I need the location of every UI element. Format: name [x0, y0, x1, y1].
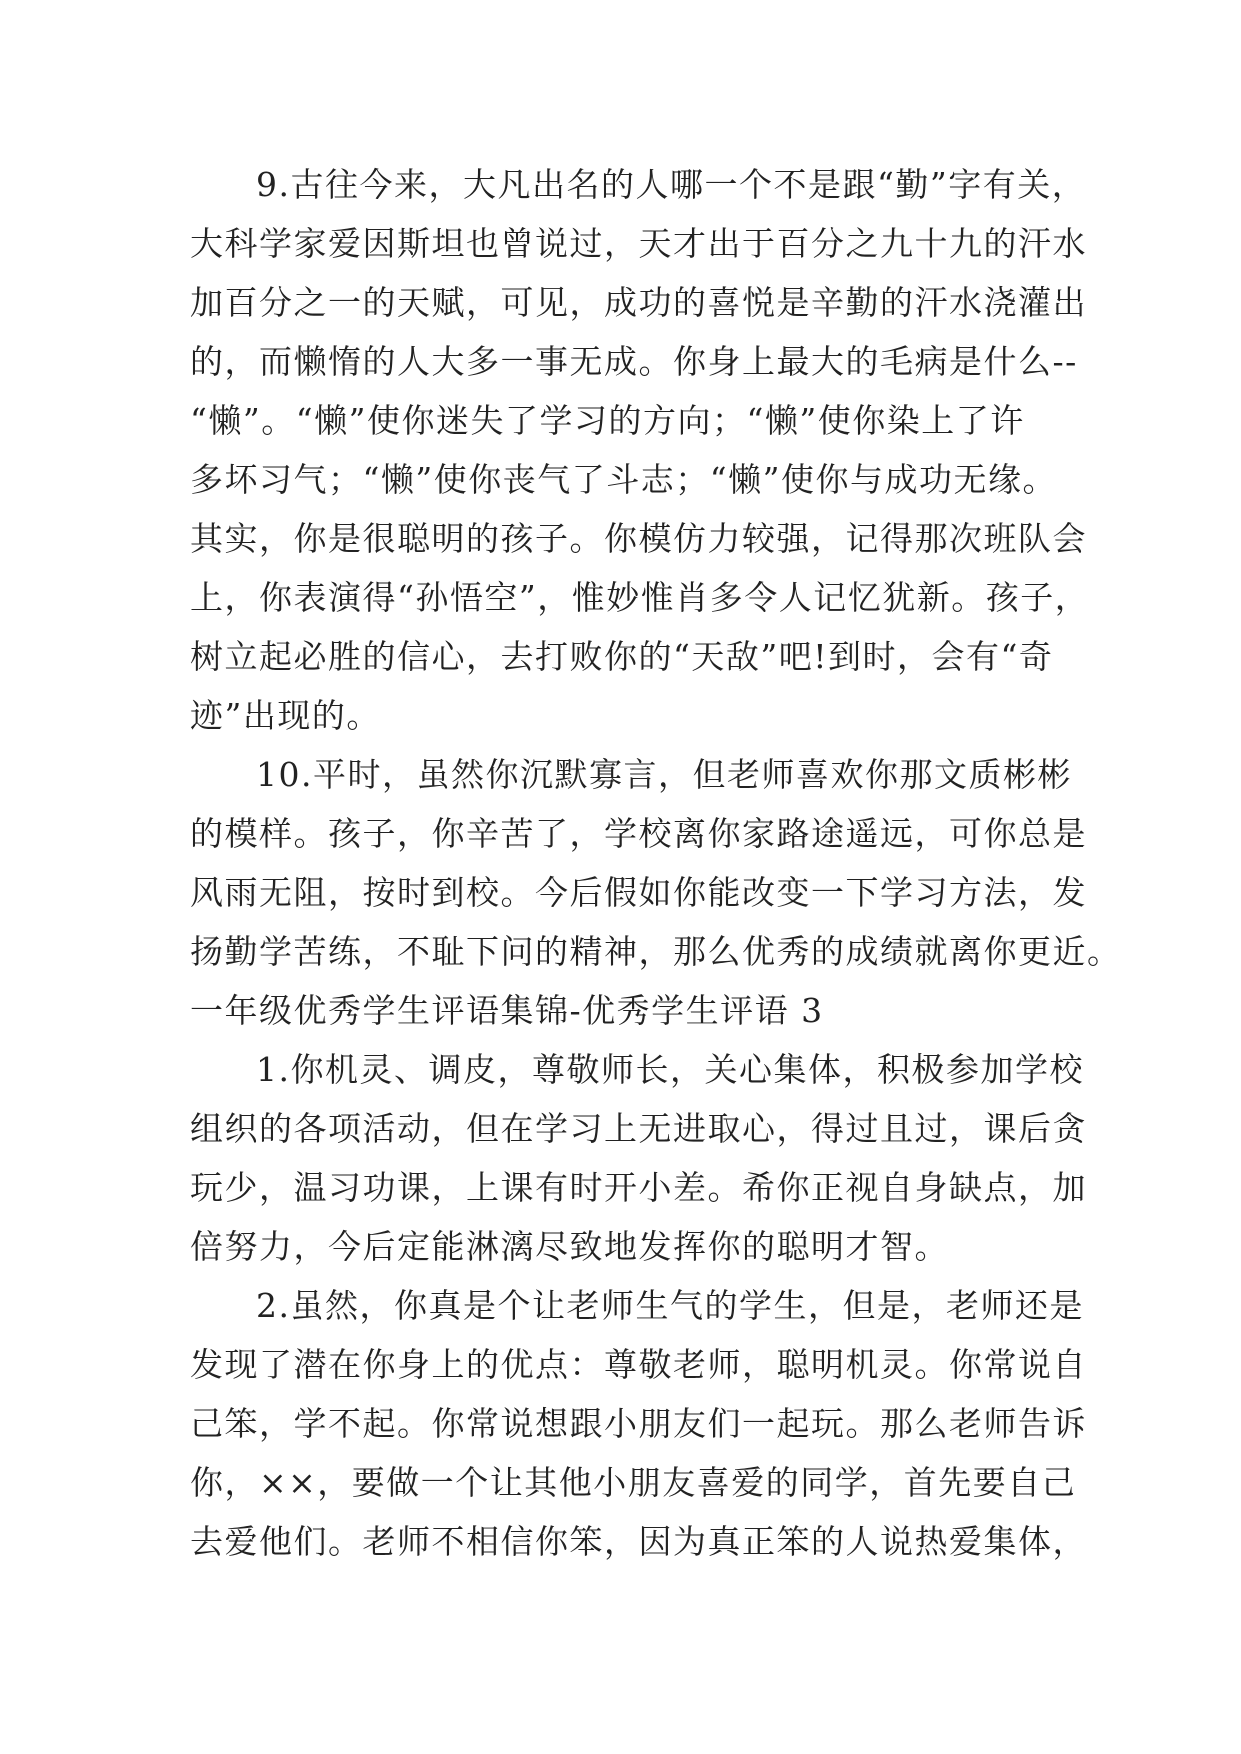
text-line: 其实，你是很聪明的孩子。你模仿力较强，记得那次班队会: [190, 519, 1087, 558]
text-line: 树立起必胜的信心，去打败你的“天敌”吧!到时，会有“奇: [190, 637, 1054, 676]
text-line: 1.你机灵、调皮，尊敬师长，关心集体，积极参加学校: [256, 1050, 1084, 1089]
text-line: 己笨，学不起。你常说想跟小朋友们一起玩。那么老师告诉: [190, 1404, 1087, 1443]
section-heading: 一年级优秀学生评语集锦-优秀学生评语 3: [190, 991, 824, 1030]
text-line: 2.虽然，你真是个让老师生气的学生，但是，老师还是: [256, 1286, 1084, 1325]
text-line: 多坏习气；“懒”使你丧气了斗志；“懒”使你与成功无缘。: [190, 460, 1057, 499]
document-body: [190, 155, 1122, 1571]
text-line: 风雨无阻，按时到校。今后假如你能改变一下学习方法，发: [190, 873, 1087, 912]
text-line: 扬勤学苦练，不耻下问的精神，那么优秀的成绩就离你更近。: [190, 932, 1122, 971]
text-line: 9.古往今来，大凡出名的人哪一个不是跟“勤”字有关，: [256, 165, 1087, 204]
text-line: “懒”。“懒”使你迷失了学习的方向；“懒”使你染上了许: [190, 401, 1025, 440]
text-line: 倍努力，今后定能淋漓尽致地发挥你的聪明才智。: [190, 1227, 949, 1266]
text-line: 的，而懒惰的人大多一事无成。你身上最大的毛病是什么--: [190, 342, 1078, 381]
text-line: 迹”出现的。: [190, 696, 381, 735]
text-line: 去爱他们。老师不相信你笨，因为真正笨的人说热爱集体，: [190, 1522, 1087, 1561]
text-line: 发现了潜在你身上的优点：尊敬老师，聪明机灵。你常说自: [190, 1345, 1087, 1384]
text-line: 大科学家爱因斯坦也曾说过，天才出于百分之九十九的汗水: [190, 224, 1087, 263]
text-line: 你，××，要做一个让其他小朋友喜爱的同学，首先要自己: [190, 1463, 1077, 1502]
text-line: 加百分之一的天赋，可见，成功的喜悦是辛勤的汗水浇灌出: [190, 283, 1087, 322]
text-line: 组织的各项活动，但在学习上无进取心，得过且过，课后贪: [190, 1109, 1087, 1148]
text-line: 10.平时，虽然你沉默寡言，但老师喜欢你那文质彬彬: [256, 755, 1072, 794]
text-line: 玩少，温习功课，上课有时开小差。希你正视自身缺点，加: [190, 1168, 1087, 1207]
text-line: 上，你表演得“孙悟空”，惟妙惟肖多令人记忆犹新。孩子，: [190, 578, 1090, 617]
text-line: 的模样。孩子，你辛苦了，学校离你家路途遥远，可你总是: [190, 814, 1087, 853]
